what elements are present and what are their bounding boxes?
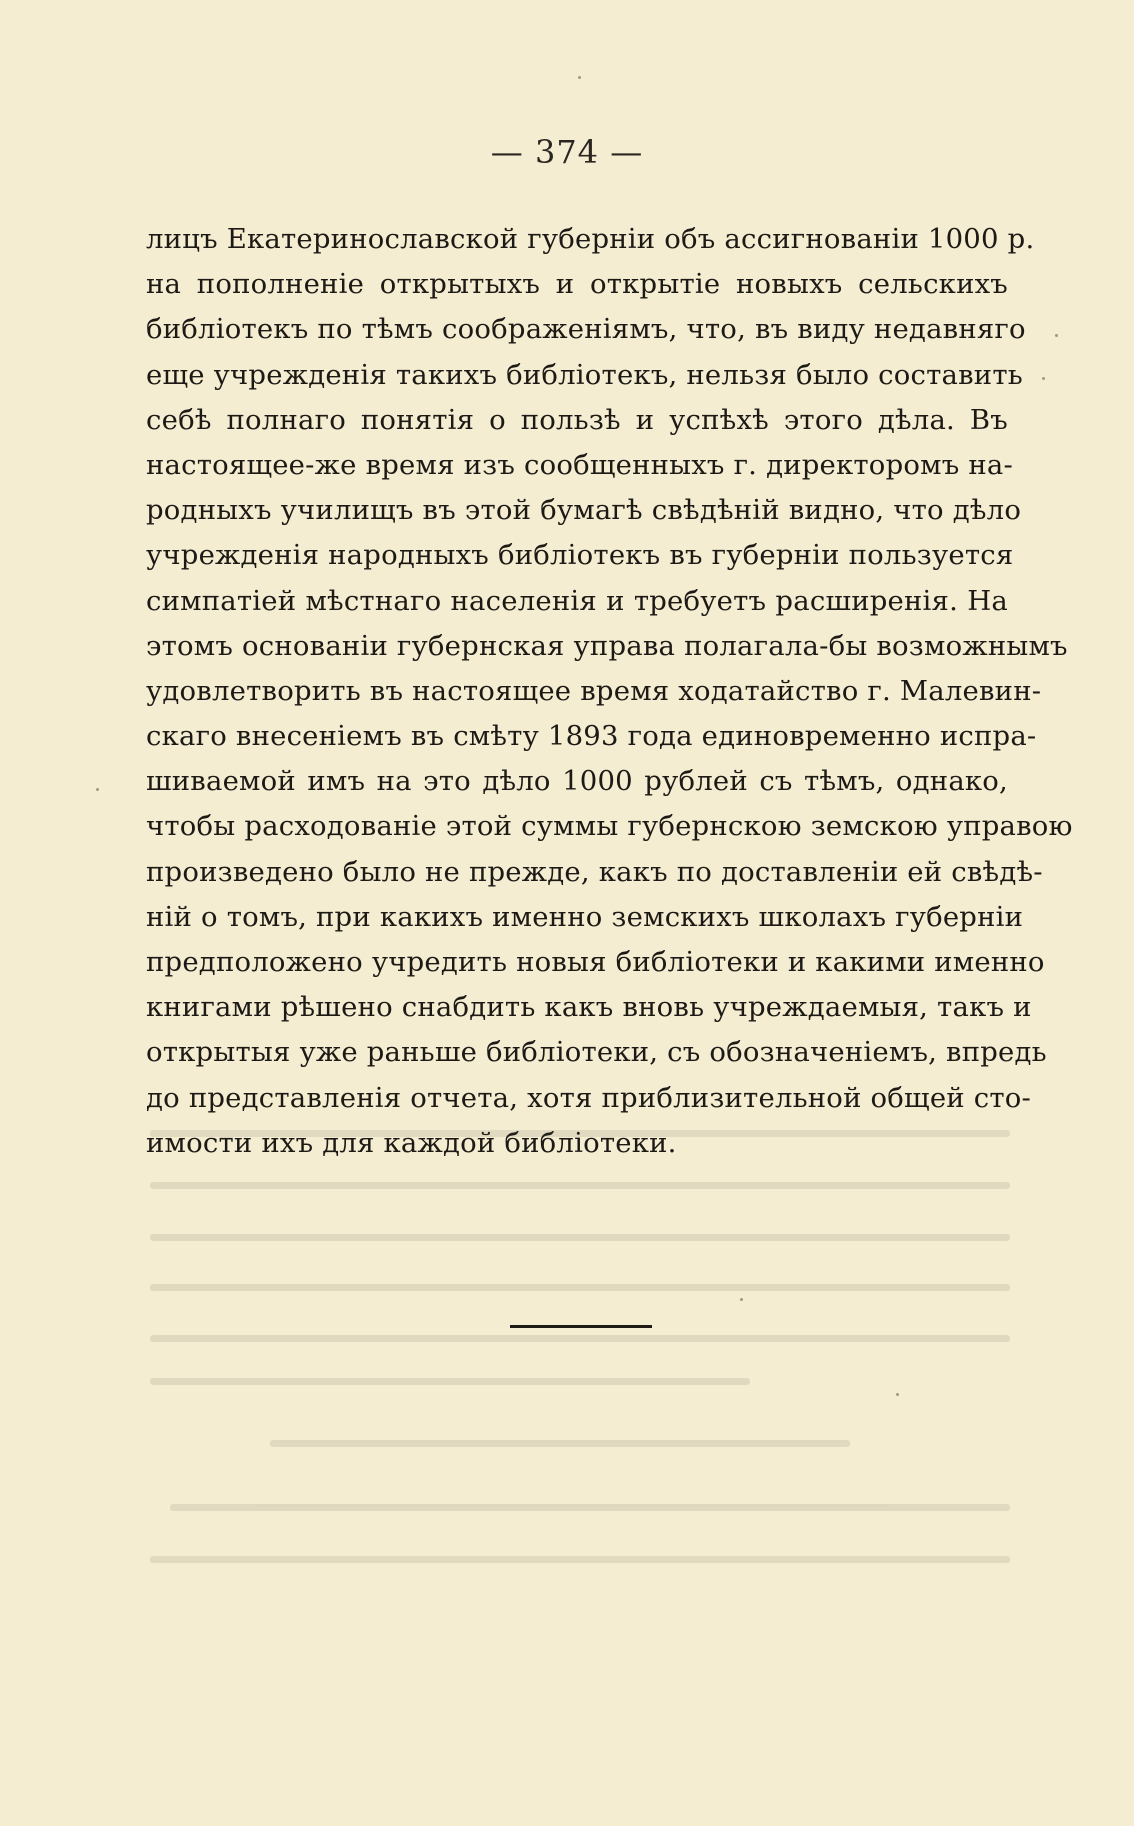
text-line: скаго внесеніемъ въ смѣту 1893 года единовременно испра- <box>146 720 1037 753</box>
speck <box>1055 334 1058 337</box>
speck <box>896 1393 899 1396</box>
text-line: лицъ Екатеринославской губерніи объ ассигнованіи 1000 р. <box>146 223 1035 255</box>
text-line: произведено было не прежде, какъ по доставленіи ей свѣдѣ- <box>146 855 1043 888</box>
text-line: учрежденія народныхъ библіотекъ въ губерніи пользуется <box>146 539 1014 572</box>
text-line: настоящее-же время изъ сообщенныхъ г. директоромъ на- <box>146 448 1013 481</box>
text-line: до представленія отчета, хотя приблизительной общей сто- <box>146 1081 1032 1114</box>
text-line: еще учрежденія такихъ библіотекъ, нельзя было составить <box>146 358 1023 391</box>
text-line: открытыя уже раньше библіотеки, съ обозначеніемъ, впредь <box>146 1036 1047 1069</box>
text-line: на пополненіе открытыхъ и открытіе новыхъ сельскихъ <box>146 268 1008 301</box>
text-line: имости ихъ для каждой библіотеки. <box>146 1126 677 1159</box>
text-line: библіотекъ по тѣмъ соображеніямъ, что, въ виду недавняго <box>146 313 1026 346</box>
text-line: шиваемой имъ на это дѣло 1000 рублей съ тѣмъ, однако, <box>146 765 1008 798</box>
show-through-text <box>150 1120 1020 1600</box>
speck <box>1042 377 1045 380</box>
page-number: — 374 — <box>490 133 644 171</box>
text-line: предположено учредить новыя библіотеки и какими именно <box>146 946 1045 978</box>
text-line: удовлетворить въ настоящее время ходатайство г. Малевин- <box>146 674 1042 707</box>
text-line: себѣ полнаго понятія о пользѣ и успѣхѣ этого дѣла. Въ <box>146 403 1008 436</box>
text-line: симпатіей мѣстнаго населенія и требуетъ расширенія. На <box>146 584 1008 617</box>
speck <box>740 1298 743 1301</box>
speck <box>96 788 99 791</box>
speck <box>578 76 581 79</box>
body-text <box>146 217 1073 1166</box>
text-line: ній о томъ, при какихъ именно земскихъ школахъ губерніи <box>146 900 1024 933</box>
text-line: родныхъ училищъ въ этой бумагѣ свѣдѣній видно, что дѣло <box>146 494 1022 527</box>
text-line: чтобы расходованіе этой суммы губернскою земскою управою <box>146 810 1073 843</box>
section-divider <box>510 1325 652 1328</box>
text-line: этомъ основаніи губернская управа полагала-бы возможнымъ <box>146 629 1068 662</box>
text-line: книгами рѣшено снабдить какъ вновь учреждаемыя, такъ и <box>146 991 1032 1024</box>
